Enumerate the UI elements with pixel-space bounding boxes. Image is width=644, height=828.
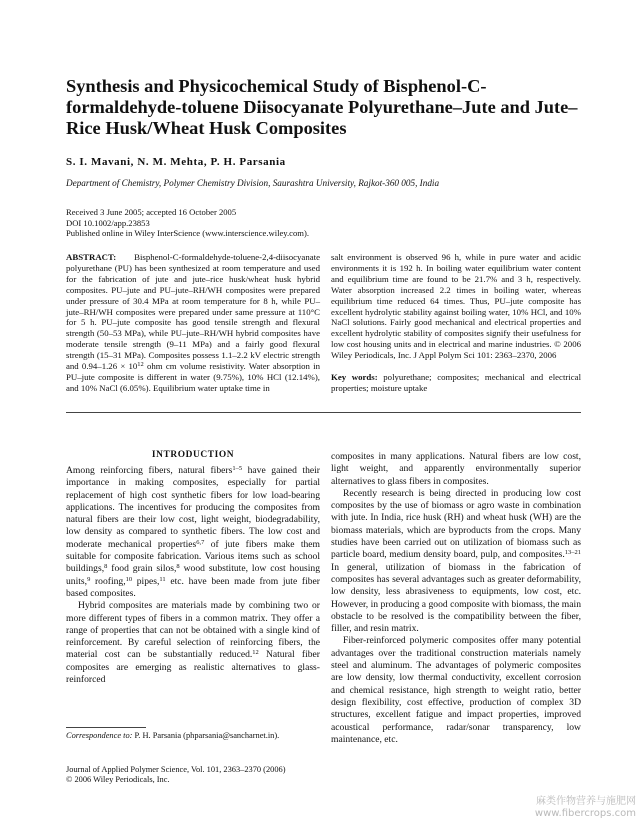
abstract-divider [66,412,581,413]
intro-paragraph-1: Among reinforcing fibers, natural fibers$^{1-5}$ have gained their importance in making composites, especially for partial replacement of high cost synthetic fibers for low load-bearing applications. The incentives for producing the composites from natural fibers are their low cost, light weight, biodegradability, low density as compared to synthetic fibers. The low cost and moderate mechanical properties$^{6,7}$ of jute fibers make them suitable for composite fabrication. Various items such as school buildings,$^8$ food grain silos,$^8$ wood substitute, low cost housing units,$^9$ roofing,$^{10}$ pipes,$^{11}$ etc. have been made from jute fiber based composites. [66,465,321,599]
keywords [331,372,581,394]
journal-citation: Journal of Applied Polymer Science, Vol. 101, 2363–2370 (2006) [66,765,286,774]
journal-info [66,765,326,786]
watermark-cn: 麻类作物营养与施肥网 [536,796,636,807]
section-heading-introduction: INTRODUCTION [151,450,235,460]
article-history [66,207,309,239]
copyright: © 2006 Wiley Periodicals, Inc. [66,775,170,785]
doi: DOI 10.1002/app.23853 [66,217,150,228]
abstract-right-column [331,252,581,394]
abstract-label: ABSTRACT: [66,252,117,262]
correspondence-footnote [66,731,320,741]
received-date: Received 3 June 2005; accepted 16 October 2005 [66,207,237,217]
intro-paragraph-4: Recently research is being directed in producing low cost composites by the use of biomass or agro waste in combination with jute. In India, rice husk (RH) and wheat husk (WH) are the biomass materials, which are byproducts from the crops. Many studies have been carried out on utilization of biomass such as particle board, medium density board, pulp, and composites.$^{13-21}$ In general, utilization of biomass in the fabrication of composites has several advantages such as greater deformability, low density, less abrasiveness to equipments, low cost, etc. However, in producing a good composite with biomass, the main obstacle to be resolved is the compatibility between the fiber, filler, and resin matrix. [331,487,581,635]
intro-left-column [66,465,320,686]
abstract-exponent: 12 [137,361,144,369]
intro-paragraph-5: Fiber-reinforced polymeric composites offer many potential advantages over the traditional construction materials namely steel and aluminum. The advantages of polymeric composites are low density, low thermal conductivity, excellent corrosion and chemical resistance, high strength to weight ratio, better design flexibility, cost effective, production of complex 3D structures, excellent fatigue and impact properties, improved acoustical performance, radar/sonar transparency, low maintenance, etc. [331,635,581,745]
footnote-divider [66,727,146,728]
watermark-url: www.fibercrops.com [534,808,636,819]
abstract-text-right: salt environment is observed 96 h, while in pure water and acidic environments it is 192 h. In boiling water equilibrium water content and equilibrium time are found to be 21.7% and 3 h, respectively. Water absorption increased 2.2 times in boiling water, whereas equilibrium time reduced 64 times. Thus, PU–jute composite has excellent hydrolytic stability against boiling water, 10% HCl, and 10% NaCl solutions. Fairly good mechanical and electrical properties and excellent hydrolytic stability of composites signify their usefulness for low cost housing units and in electrical and marine industries. © 2006 Wiley Periodicals, Inc. J Appl Polym Sci 101: 2363–2370, 2006 [331,252,581,361]
abstract-left-column [66,252,320,394]
intro-paragraph-2: Hybrid composites are materials made by combining two or more different types of fibers in a common matrix. They offer a range of properties that can not be obtained with a single kind of reinforcement. By careful selection of reinforcing fibers, the material cost can be substantially reduced.$^{12}$ Natural fiber composites are emerging as realistic alternatives to glass-reinforced [66,600,320,686]
intro-paragraph-3: composites in many applications. Natural fibers are low cost, light weight, and apparently environmentally superior alternatives to glass fibers in composites. [331,451,581,487]
abstract-text-a: Bisphenol-C-formaldehyde-toluene-2,4-diisocyanate polyurethane (PU) has been synthesized at room temperature and used for the fabrication of jute and jute–rice husk/wheat husk hybrid composites. PU–jute and PU–jute–RH/WH composites were prepared under pressure of 30.4 MPa at room temperature for 8 h, while PU–jute–RH/WH composites were prepared under same pressure at 110°C for 5 h. PU–jute composite has good tensile strength and flexural strength (50–53 MPa), while PU–jute–RH/WH hybrid composites have moderate tensile strength (9–11 MPa) and a fairly good flexural strength (15–31 MPa). Composites possess 1.1–2.2 kV electric strength and 0.94–1.26 × 10 [66,252,320,372]
intro-right-column [331,451,581,746]
authors: S. I. Mavani, N. M. Mehta, P. H. Parsania [66,156,286,168]
correspondence-text: P. H. Parsania (phparsania@sancharnet.in). [132,731,280,740]
abstract-text-b: ohm cm volume resistivity. Water absorption in PU–jute composite is different in water (9.75%), 10% HCl (12.14%), and 10% NaCl (6.05%). Equilibrium water uptake time in [66,361,320,393]
watermark [535,796,636,820]
correspondence-label: Correspondence to: [66,731,133,740]
affiliation: Department of Chemistry, Polymer Chemistry Division, Saurashtra University, Rajkot-360 005, India [66,178,440,188]
published-online: Published online in Wiley InterScience (www.interscience.wiley.com). [66,228,309,238]
keywords-text: polyurethane; composites; mechanical and electrical properties; moisture uptake [331,372,582,393]
paper-title: Synthesis and Physicochemical Study of Bisphenol-C-formaldehyde-toluene Diisocyanate Polyurethane–Jute and Jute–Rice Husk/Wheat Husk Composites [66,76,578,138]
keywords-label: Key words: [331,372,378,383]
